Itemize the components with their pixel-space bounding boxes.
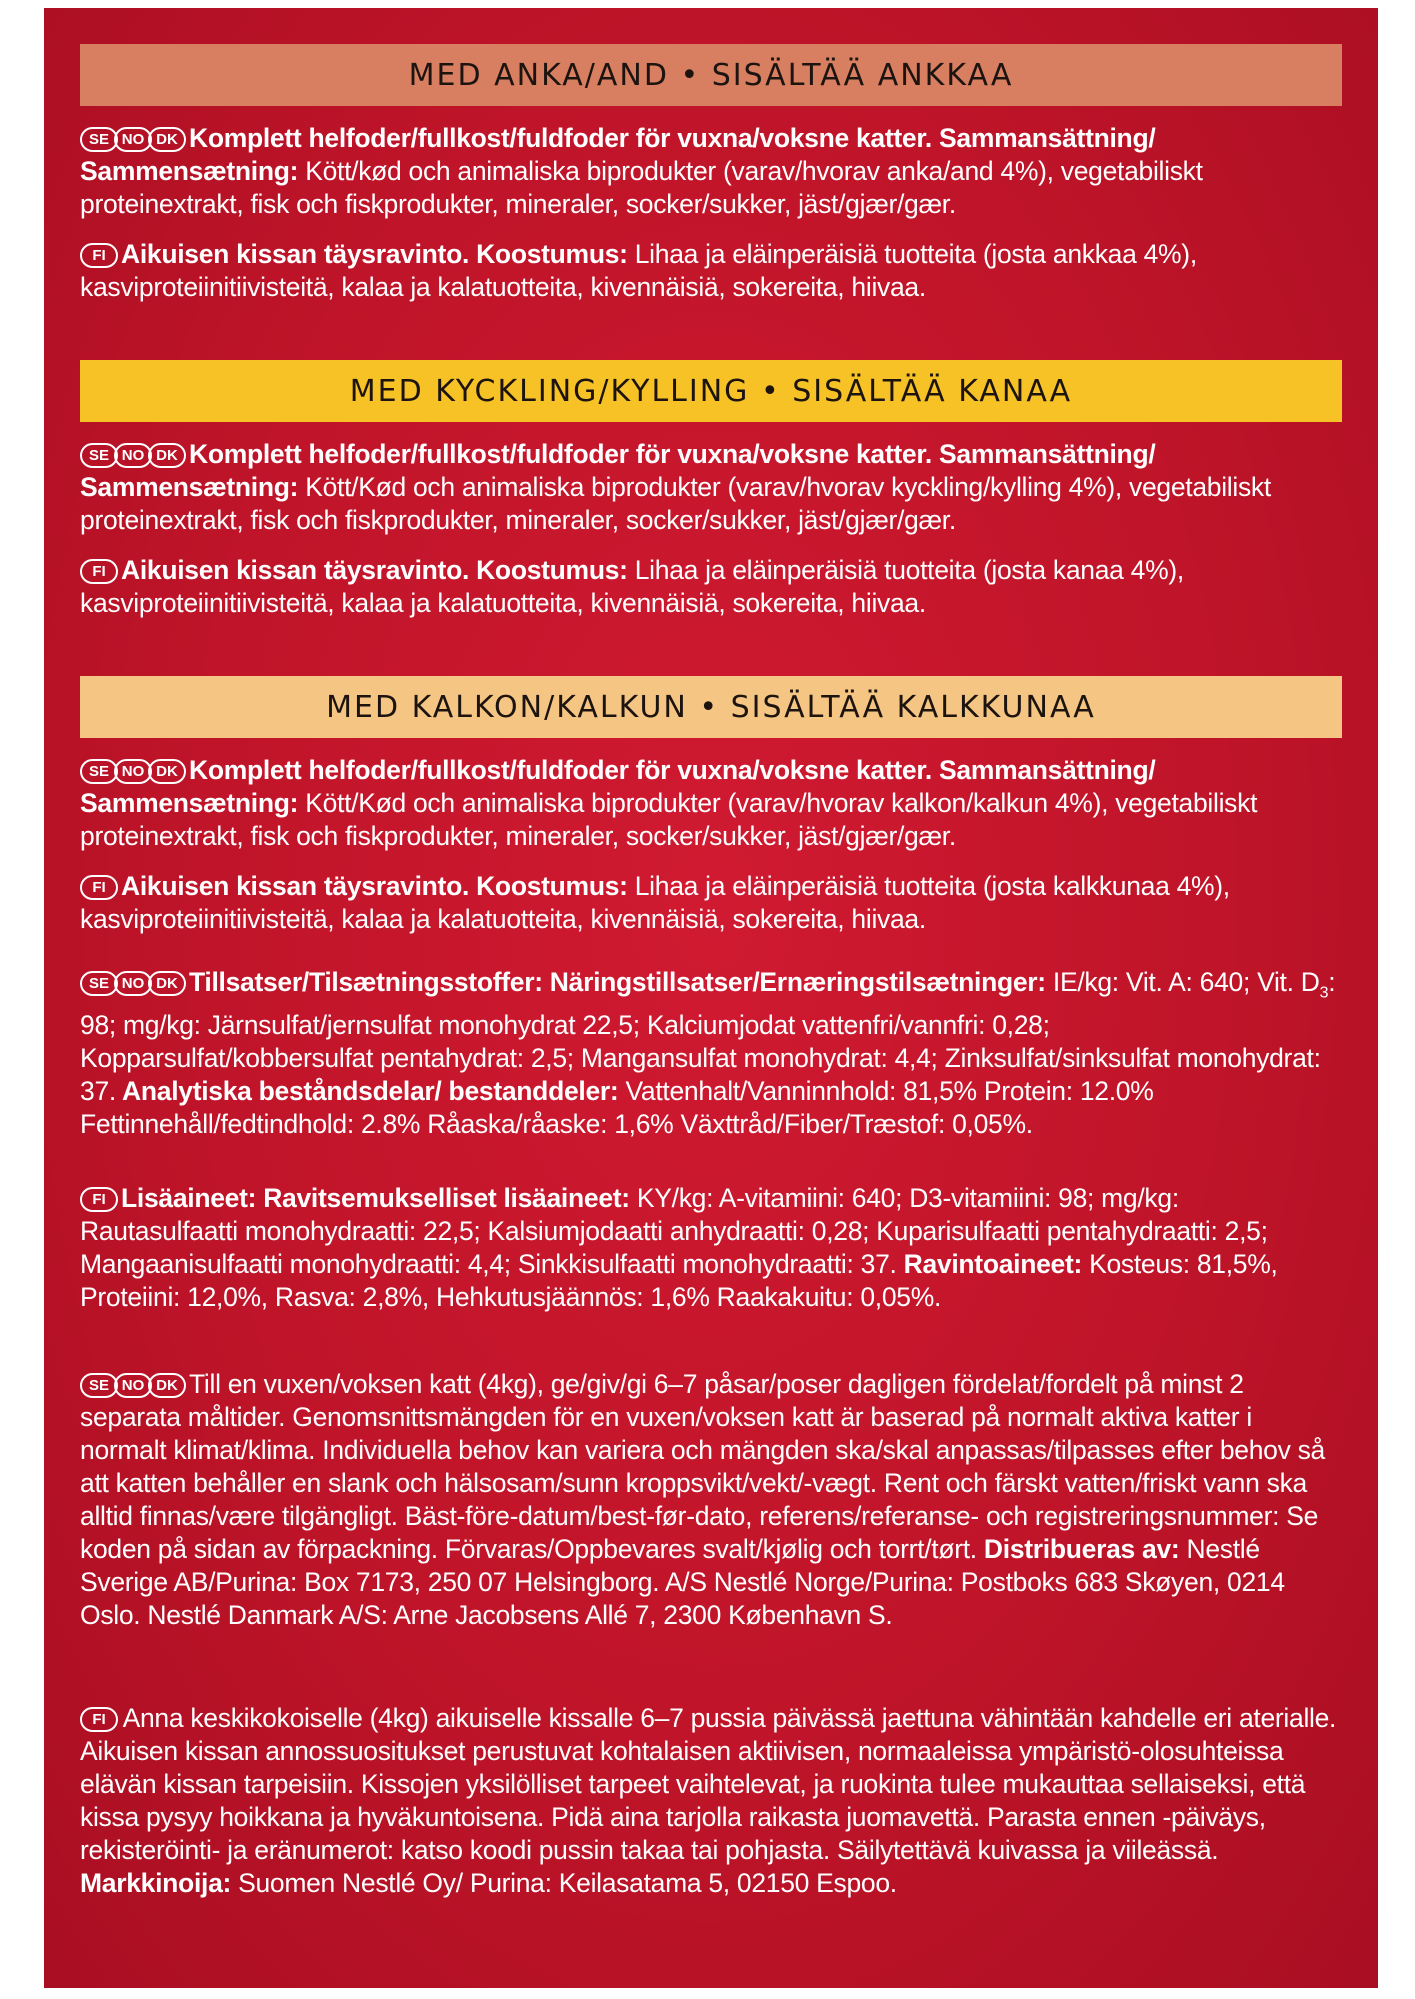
turkey-se-text [80, 754, 1342, 853]
vitamin-d-subscript: 3 [1319, 984, 1329, 1002]
dk-badge-icon: DK [148, 443, 186, 468]
additives-fi-bold2: Ravintoaineet: [896, 1249, 1083, 1279]
no-badge-icon: NO [114, 971, 152, 996]
feeding-se-bold: Distribueras av: [976, 1534, 1180, 1564]
additives-se-body1a: IE/kg: Vit. A: 640; Vit. D [1045, 967, 1320, 997]
no-badge-icon: NO [114, 759, 152, 784]
additives-se-body2: Vattenhalt/Vanninnhold: 81,5% Protein: 12.0% Fettinnehåll/fedtindhold: 2.8% Råaska/råaske: 1,6% Växttråd/Fiber/Træstof: 0,05%. [80, 1076, 1154, 1140]
feeding-se-text [80, 1368, 1342, 1632]
dk-badge-icon: DK [148, 1373, 186, 1398]
heading-turkey: MED KALKON/KALKUN • SISÄLTÄÄ KALKKUNAA [80, 676, 1342, 738]
feeding-fi-text [80, 1702, 1342, 1900]
fi-badge-icon: FI [80, 875, 118, 900]
chicken-fi-body: Lihaa ja eläinperäisiä tuotteita (josta kanaa 4%), kasviproteiinitiivisteitä, kalaa ja kalatuotteita, kivennäisiä, sokereita, hiivaa. [80, 555, 1184, 618]
feeding-fi-bold: Markkinoija: [80, 1868, 232, 1898]
dk-badge-icon: DK [148, 759, 186, 784]
chicken-fi-text [80, 554, 1342, 620]
duck-fi-body: Lihaa ja eläinperäisiä tuotteita (josta ankkaa 4%), kasviproteiinitiivisteitä, kalaa ja kalatuotteita, kivennäisiä, sokereita, hiivaa. [80, 239, 1197, 302]
additives-se-bold2: Analytiska beståndsdelar/ bestanddeler: [115, 1076, 619, 1107]
turkey-fi-text [80, 870, 1342, 936]
chicken-se-text [80, 438, 1342, 537]
turkey-se-bold: Komplett helfoder/fullkost/fuldfoder för vuxna/voksne katter. Sammansättning/ Sammensætning: [80, 755, 1156, 818]
se-badge-icon: SE [80, 443, 118, 468]
heading-chicken: MED KYCKLING/KYLLING • SISÄLTÄÄ KANAA [80, 360, 1342, 422]
se-badge-icon: SE [80, 1373, 118, 1398]
chicken-se-bold: Komplett helfoder/fullkost/fuldfoder för vuxna/voksne katter. Sammansättning/ Sammensætning: [80, 439, 1156, 502]
additives-fi-text [80, 1182, 1342, 1314]
duck-fi-text [80, 238, 1342, 304]
feeding-se-body1: Till en vuxen/voksen katt (4kg), ge/giv/gi 6–7 påsar/poser dagligen fördelat/fordelt på minst 2 separata måltider. Genomsnittsmängden för en vuxen/voksen katt är baserad på normalt aktiva katter i normalt klimat/klima. Individuella behov kan variera och mängden ska/skal anpassas/tilpasses efter behov så att katten behåller en slank och hälsosam/sunn kroppsvikt/vekt/-vægt. Rent och färskt vatten/friskt vann ska alltid finnas/være tilgängligt. Bäst-före-datum/best-før-dato, referens/referanse- och registreringsnummer: Se koden på sidan av förpackning. Förvaras/Oppbevares svalt/kjølig och torrt/tørt. [80, 1369, 1325, 1564]
additives-fi-bold1: Lisäaineet: Ravitsemukselliset lisäaineet: [121, 1183, 630, 1213]
se-badge-icon: SE [80, 759, 118, 784]
duck-fi-bold: Aikuisen kissan täysravinto. Koostumus: [121, 239, 628, 269]
duck-se-bold: Komplett helfoder/fullkost/fuldfoder för vuxna/voksne katter. Sammansättning/ Sammensætning: [80, 123, 1156, 186]
fi-badge-icon: FI [80, 243, 118, 268]
feeding-se-body2: Nestlé Sverige AB/Purina: Box 7173, 250 07 Helsingborg. A/S Nestlé Norge/Purina: Postboks 683 Skøyen, 0214 Oslo. Nestlé Danmark A/S: Arne Jacobsens Allé 7, 2300 København S. [80, 1534, 1285, 1630]
turkey-se-body: Kött/Kød och animaliska biprodukter (varav/hvorav kalkon/kalkun 4%), vegetabiliskt proteinextrakt, fisk och fiskprodukter, mineraler, socker/sukker, jäst/gjær/gær. [80, 788, 1258, 851]
dk-badge-icon: DK [148, 971, 186, 996]
turkey-fi-body: Lihaa ja eläinperäisiä tuotteita (josta kalkkunaa 4%), kasviproteiinitiivisteitä, kalaa ja kalatuotteita, kivennäisiä, sokereita, hiivaa. [80, 871, 1230, 934]
turkey-fi-bold: Aikuisen kissan täysravinto. Koostumus: [121, 871, 628, 901]
se-badge-icon: SE [80, 971, 118, 996]
feeding-fi-body2: Suomen Nestlé Oy/ Purina: Keilasatama 5, 02150 Espoo. [231, 1868, 897, 1898]
no-badge-icon: NO [114, 127, 152, 152]
chicken-se-body: Kött/Kød och animaliska biprodukter (varav/hvorav kyckling/kylling 4%), vegetabiliskt proteinextrakt, fisk och fiskprodukter, mineraler, socker/sukker, jäst/gjær/gær. [80, 472, 1271, 535]
additives-se-body1b: : 98; mg/kg: Järnsulfat/jernsulfat monohydrat 22,5; Kalciumjodat vattenfri/vannfri: 0,28; Kopparsulfat/kobbersulfat pentahydrat: 2,5; Mangansulfat monohydrat: 4,4; Zinksulfat/sinksulfat monohydrat: 37. [80, 967, 1336, 1107]
fi-badge-icon: FI [80, 1707, 118, 1732]
se-badge-icon: SE [80, 127, 118, 152]
duck-se-text [80, 122, 1342, 221]
no-badge-icon: NO [114, 443, 152, 468]
fi-badge-icon: FI [80, 1187, 118, 1212]
feeding-fi-body1: Anna keskikokoiselle (4kg) aikuiselle kissalle 6–7 pussia päivässä jaettuna vähintään kahdelle eri aterialle. Aikuisen kissan annossuositukset perustuvat kohtalaisen aktiivisen, normaaleissa ympäristö-olosuhteissa elävän kissan tarpeisiin. Kissojen yksilölliset tarpeet vaihtelevat, ja ruokinta tulee mukauttaa sellaiseksi, että kissa pysyy hoikkana ja hyväkuntoisena. Pidä aina tarjolla raikasta juomavettä. Parasta ennen -päiväys, rekisteröinti- ja eränumerot: katso koodi pussin takaa tai pohjasta. Säilytettävä kuivassa ja viileässä. [80, 1703, 1337, 1865]
no-badge-icon: NO [114, 1373, 152, 1398]
additives-se-bold1: Tillsatser/Tilsætningsstoffer: Näringstillsatser/Ernæringstilsætninger: [189, 967, 1046, 997]
additives-fi-body1: KY/kg: A-vitamiini: 640; D3-vitamiini: 98; mg/kg: Rautasulfaatti monohydraatti: 22,5; Kalsiumjodaatti anhydraatti: 0,28; Kuparisulfaatti pentahydraatti: 2,5; Mangaanisulfaatti monohydraatti: 4,4; Sinkkisulfaatti monohydraatti: 37. [80, 1183, 1268, 1279]
heading-duck: MED ANKA/AND • SISÄLTÄÄ ANKKAA [80, 44, 1342, 106]
dk-badge-icon: DK [148, 127, 186, 152]
duck-se-body: Kött/kød och animaliska biprodukter (varav/hvorav anka/and 4%), vegetabiliskt proteinextrakt, fisk och fiskprodukter, mineraler, socker/sukker, jäst/gjær/gær. [80, 156, 1203, 219]
chicken-fi-bold: Aikuisen kissan täysravinto. Koostumus: [121, 555, 628, 585]
fi-badge-icon: FI [80, 559, 118, 584]
additives-se-text [80, 966, 1342, 1141]
additives-fi-body2: Kosteus: 81,5%, Proteiini: 12,0%, Rasva: 2,8%, Hehkutusjäännös: 1,6% Raakakuitu: 0,05%. [80, 1249, 1278, 1312]
label-panel [44, 8, 1378, 1988]
